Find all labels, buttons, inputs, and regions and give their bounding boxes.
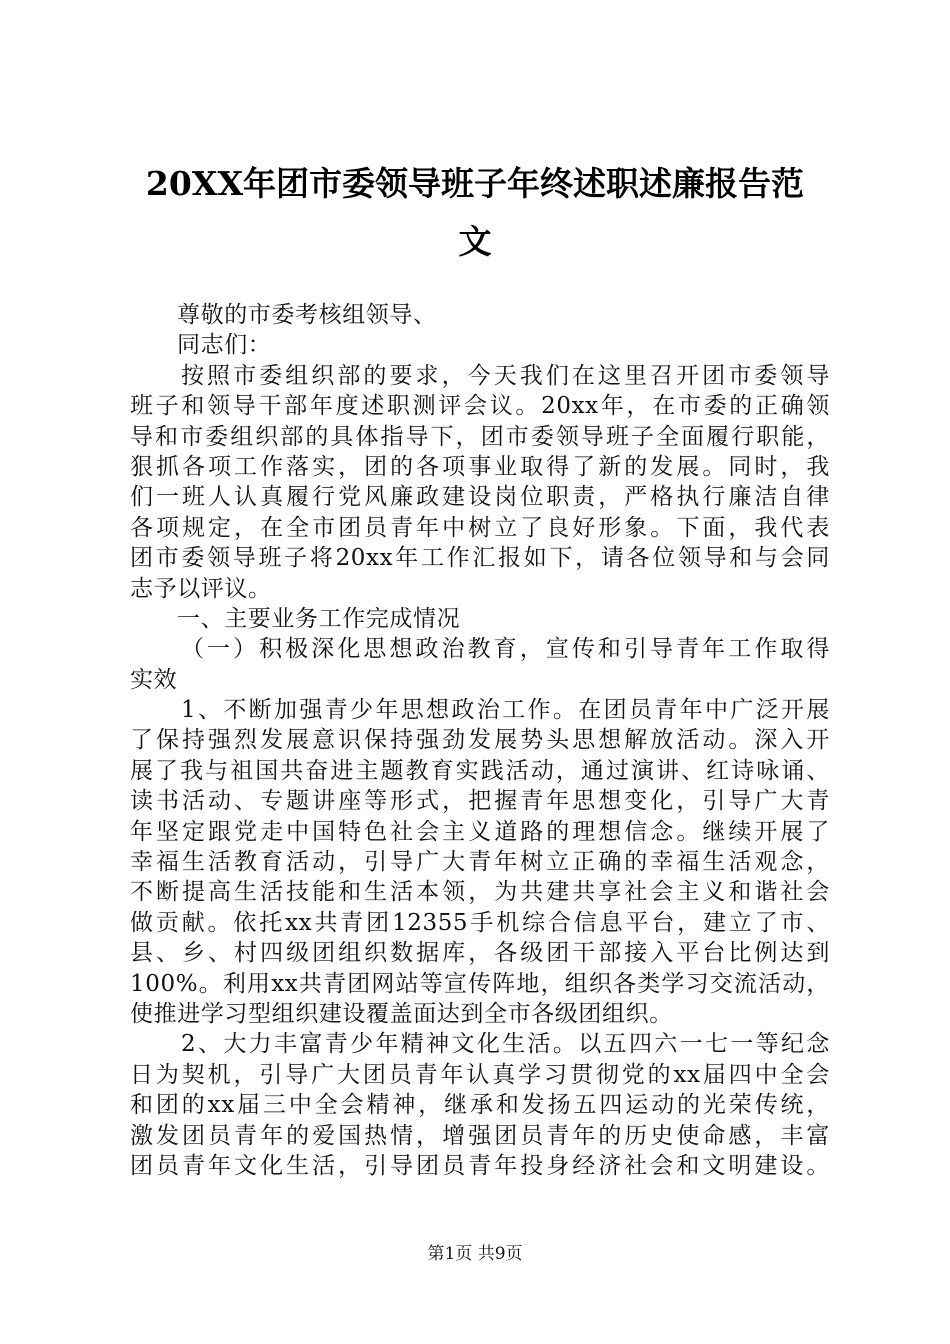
paragraph-line: 1、不断加强青少年思想政治工作。在团员青年中广泛开展 (181, 697, 830, 724)
paragraph-line: 读书活动、专题讲座等形式，把握青年思想变化，引导广大青 (130, 788, 830, 815)
paragraph-line: 各项规定，在全市团员青年中树立了良好形象。下面，我代表 (130, 514, 830, 541)
paragraph-line: 团员青年文化生活，引导团员青年投身经济社会和文明建设。 (130, 1152, 830, 1179)
subsection-heading: 实效 (130, 666, 178, 693)
paragraph-line: 团市委领导班子将20xx年工作汇报如下，请各位领导和与会同 (130, 545, 830, 572)
section-heading: 一、主要业务工作完成情况 (177, 605, 461, 632)
paragraph-line: 做贡献。依托xx共青团12355手机综合信息平台，建立了市、 (130, 909, 830, 936)
paragraph-line: 日为契机，引导广大团员青年认真学习贯彻党的xx届四中全会 (130, 1061, 830, 1088)
paragraph-line: 不断提高生活技能和生活本领，为共建共享社会主义和谐社会 (130, 879, 830, 906)
page-number-footer: 第1页 共9页 (427, 1244, 523, 1264)
paragraph-line: 志予以评议。 (130, 575, 272, 602)
paragraph-line: 使推进学习型组织建设覆盖面达到全市各级团组织。 (130, 1000, 673, 1027)
paragraph-line: 和团的xx届三中全会精神，继承和发扬五四运动的光荣传统， (130, 1092, 830, 1119)
document-title-line1: 20XX年团市委领导班子年终述职述廉报告范 (145, 164, 805, 203)
paragraph-line: 年坚定跟党走中国特色社会主义道路的理想信念。继续开展了 (130, 818, 830, 845)
paragraph-line: 按照市委组织部的要求，今天我们在这里召开团市委领导 (181, 362, 830, 389)
paragraph-line: 激发团员青年的爱国热情，增强团员青年的历史使命感，丰富 (130, 1122, 830, 1149)
salutation-line: 同志们： (177, 332, 272, 359)
document-title-line2: 文 (458, 222, 492, 261)
paragraph-line: 导和市委组织部的具体指导下，团市委领导班子全面履行职能， (130, 423, 830, 450)
paragraph-line: 们一班人认真履行党风廉政建设岗位职责，严格执行廉洁自律 (130, 484, 830, 511)
paragraph-line: 幸福生活教育活动，引导广大青年树立正确的幸福生活观念， (130, 849, 830, 876)
paragraph-line: 2、大力丰富青少年精神文化生活。以五四六一七一等纪念 (181, 1031, 830, 1058)
paragraph-line: 狠抓各项工作落实，团的各项事业取得了新的发展。同时，我 (130, 453, 830, 480)
subsection-heading: （一）积极深化思想政治教育，宣传和引导青年工作取得 (181, 636, 830, 663)
paragraph-line: 100%。利用xx共青团网站等宣传阵地，组织各类学习交流活动， (130, 970, 830, 997)
paragraph-line: 县、乡、村四级团组织数据库，各级团干部接入平台比例达到 (130, 940, 830, 967)
paragraph-line: 了保持强烈发展意识保持强劲发展势头思想解放活动。深入开 (130, 727, 830, 754)
document-body (130, 300, 830, 1181)
salutation-line: 尊敬的市委考核组领导、 (177, 302, 437, 328)
paragraph-line: 班子和领导干部年度述职测评会议。20xx年，在市委的正确领 (130, 393, 830, 420)
paragraph-line: 展了我与祖国共奋进主题教育实践活动，通过演讲、红诗咏诵、 (130, 757, 830, 784)
